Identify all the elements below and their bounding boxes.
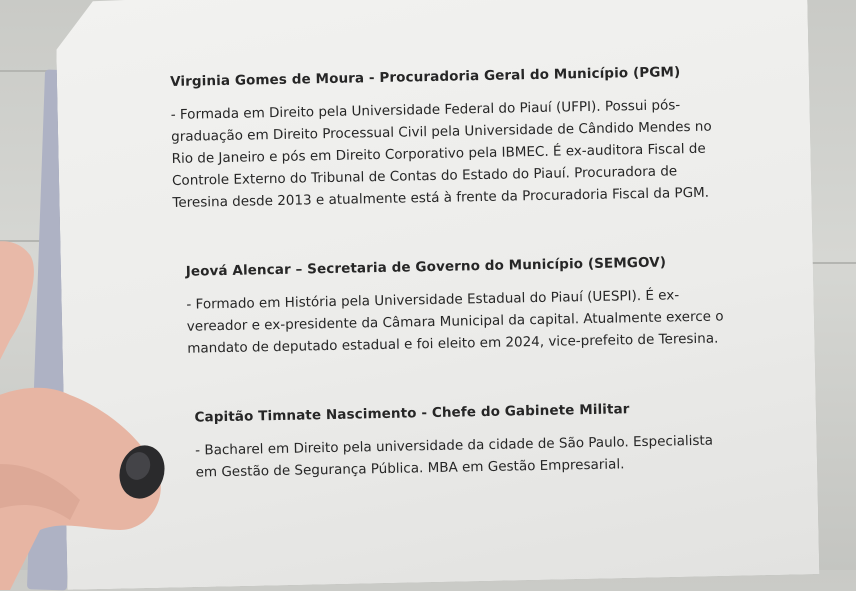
document-text <box>170 63 739 534</box>
section-semgov <box>186 253 736 360</box>
section-gabinete-militar <box>194 399 737 483</box>
section-body: - Bacharel em Direito pela universidade da cidade de São Paulo. Especialista em Gestão de Segurança Pública. MBA em Gestão Empresarial. <box>195 432 714 481</box>
section-heading: Virginia Gomes de Moura - Procuradoria Geral do Município (PGM) <box>170 64 681 90</box>
section-heading: Capitão Timnate Nascimento - Chefe do Gabinete Militar <box>194 401 630 426</box>
section-heading: Jeová Alencar – Secretaria de Governo do Município (SEMGOV) <box>185 254 667 280</box>
thumb <box>0 241 34 410</box>
section-pgm <box>170 63 733 214</box>
hand <box>0 230 170 590</box>
section-body: - Formado em História pela Universidade Estadual do Piauí (UESPI). É ex-vereador e ex-presidente da Câmara Municipal da capital. Atualmente exerce o mandato de deputado estadual e foi eleito em 2024, vice-prefeito de Teresina. <box>186 287 724 357</box>
section-body: - Formada em Direito pela Universidade Federal do Piauí (UFPI). Possui pós-graduação em Direito Processual Civil pela Universidade de Cândido Mendes no Rio de Janeiro e pós em Direito Corporativo pela IBMEC. É ex-auditora Fiscal de Controle Externo do Tribunal de Contas do Estado do Piauí. Procuradora de Teresina desde 2013 e atualmente está à frente da Procuradoria Fiscal da PGM. <box>170 97 712 211</box>
